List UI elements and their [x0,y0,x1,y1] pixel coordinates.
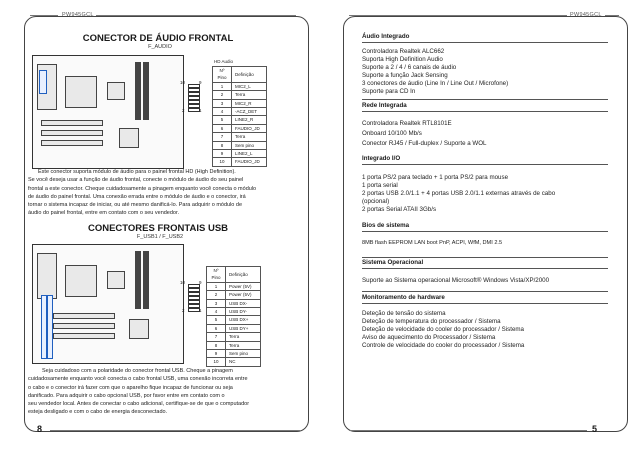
audio-paragraph: Este conector suporta módulo de áudio para o painel frontal HD (High Definition). Se você deseja usar a função de áudio frontal, conecte o módulo de áudio do seu painel frontal a este conector. Cheque cuidadosamente a pinagem enquanto você conecta o módulo de áudio do painel frontal. Uma conexão errada entre o módulo de áudio e o conector, irá tornar o sistema incapaz de iniciar, ou até mesmo danificá-lo. Para adquirir o módulo de áudio do painel frontal, entre em contato com o seu vendedor. [28,169,257,217]
table-row: 10 FAUDIO_JD [213,158,267,166]
audio-col-pin: Nº Pino [213,67,232,83]
right-page-header: PW945GCL [570,12,602,18]
table-row: 2 Terra [213,91,267,99]
pci-slot-2 [41,130,103,136]
list-item: 3 conectores de áudio (Line In / Line Out / Microfone) [362,80,509,87]
table-row: 9 LINE2_L [213,150,267,158]
section-rule [362,303,608,304]
table-row: 7 Terra [213,133,267,141]
audio-pin-label-9: 9 [199,80,202,85]
list-item: Aviso de aquecimento do Processador / Sistema [362,334,496,341]
audio-pin-label-2: 2 [182,108,185,113]
right-header-rule-2 [605,15,619,16]
table-row: 8 Sem pino [213,141,267,149]
northbridge [107,271,125,289]
table-row: 5 USB DX+ [207,316,261,324]
right-header-rule [349,15,567,16]
cpu-socket [65,76,97,108]
southbridge [129,319,149,339]
table-row: 1 Power (5V) [207,282,261,290]
table-row: 3 USB DX- [207,299,261,307]
table-row: 6 USB DY+ [207,324,261,332]
left-page-header: PW945GCL [62,12,94,18]
section-heading-hwmon: Monitoramento de hardware [362,294,445,301]
usb-board-diagram [32,244,184,364]
table-row: 6 FAUDIO_JD [213,124,267,132]
audio-pin-label-10: 10 [180,80,186,85]
southbridge [119,128,139,148]
cpu-socket [65,265,97,297]
usb-table-header [207,267,261,283]
section-heading-audio: Áudio Integrado [362,33,410,40]
list-item: Suporte ao Sistema operacional Microsoft® Windows Vista/XP/2000 [362,277,550,284]
audio-pin-label-1: 1 [199,108,202,113]
audio-subtitle: F_AUDIO [148,44,172,50]
usb-connector-highlight-2 [47,295,53,359]
list-item: Controle de velocidade do cooler do processador / Sistema [362,342,525,349]
list-item: Suporte a função Jack Sensing [362,72,448,79]
table-row: 10 NC [207,358,261,366]
table-row: 8 Terra [207,341,261,349]
list-item: Suporte a 2 / 4 / 6 canais de áudio [362,64,457,71]
table-row: 3 MIC2_R [213,99,267,107]
section-rule [362,99,608,100]
pci-slot-3 [41,140,103,146]
right-page-number: 5 [592,424,598,434]
table-row: 4 USB DY- [207,308,261,316]
usb-col-def: Definição [226,267,261,283]
audio-table-caption: HD Audio [214,59,234,64]
pci-slot-3 [53,333,115,339]
section-rule [362,257,608,258]
section-rule [362,111,608,112]
section-heading-os: Sistema Operacional [362,259,424,266]
section-rule [362,291,608,292]
pci-slot-1 [53,313,115,319]
pci-slot-1 [41,120,103,126]
usb-col-pin: Nº Pino [207,267,226,283]
pci-slot-2 [53,323,115,329]
dimm-slot-2 [143,251,149,309]
section-rule [362,164,608,165]
io-ports [37,253,57,299]
audio-pin-table [212,66,267,167]
right-footer-rule [349,430,587,431]
list-item: 8MB flash EEPROM LAN boot PnP, ACPI, WfM, DMI 2.5 [362,240,503,246]
section-heading-io: Integrado I/O [362,155,401,162]
list-item: Suporte para CD In [362,88,416,95]
audio-board-diagram [32,55,184,169]
list-item: Controladora Realtek RTL8101E [362,120,452,127]
list-item: Conector RJ45 / Full-duplex / Suporte a WOL [362,140,487,147]
table-row: 1 MIC2_L [213,82,267,90]
left-header-rule [30,15,58,16]
usb-pin-label-2: 2 [182,308,185,313]
list-item: Deteção de tensão do sistema [362,310,446,317]
section-rule [362,231,608,232]
table-row: 9 Sem pino [207,350,261,358]
usb-pin-label-9: 9 [199,280,202,285]
section-heading-bios: Bios de sistema [362,222,410,229]
list-item: 2 portas USB 2.0/1.1 + 4 portas USB 2.0/1.1 externas através de cabo [362,190,556,197]
list-item: 1 porta PS/2 para teclado + 1 porta PS/2 para mouse [362,174,509,181]
usb-pin-table [206,266,261,367]
list-item: 1 porta serial [362,182,398,189]
table-row: 7 Terra [207,333,261,341]
table-row: 5 LINE2_R [213,116,267,124]
usb-title: CONECTORES FRONTAIS USB [87,223,229,234]
left-footer-rule [50,430,300,431]
usb-pin-label-10: 10 [180,280,186,285]
audio-connector-highlight [39,70,47,94]
left-header-rule-2 [96,15,296,16]
audio-title: CONECTOR DE ÁUDIO FRONTAL [82,33,234,44]
list-item: Deteção de temperatura do processador / Sistema [362,318,501,325]
list-item: Onboard 10/100 Mb/s [362,130,422,137]
section-heading-network: Rede Integrada [362,102,407,109]
northbridge [107,82,125,100]
usb-pin-label-1: 1 [199,308,202,313]
dimm-slot-2 [143,62,149,120]
list-item: 2 portas Serial ATAII 3Gb/s [362,206,437,213]
list-item: Suporta High Definition Audio [362,56,443,63]
audio-col-def: Definição [232,67,267,83]
table-row: 2 Power (5V) [207,291,261,299]
list-item: Deteção de velocidade do cooler do processador / Sistema [362,326,525,333]
list-item: (opcional) [362,198,390,205]
left-page-number: 8 [37,424,43,434]
list-item: Controladora Realtek ALC662 [362,48,445,55]
audio-table-header [213,67,267,83]
table-row: 4 -ACZ_DET [213,108,267,116]
usb-paragraph: Seja cuidadoso com a polaridade do conector frontal USB. Cheque a pinagem cuidadosamente enquanto você conecta o cabo frontal USB, uma conexão incorreta entre o cabo e o conector irá fazer com que o aparelho fique incapaz de funcionar ou seja danificado. Para adquirir o cabo opcional USB, por favor entre em contato com o seu vendedor local. Antes de conectar o cabo adicional, certifique-se de que o computador esteja desligado e com o cabo de energia desconectado. [28,368,250,416]
dimm-slot-1 [135,251,141,309]
usb-subtitle: F_USB1 / F_USB2 [136,234,184,240]
dimm-slot-1 [135,62,141,120]
section-rule [362,268,608,269]
section-rule [362,42,608,43]
